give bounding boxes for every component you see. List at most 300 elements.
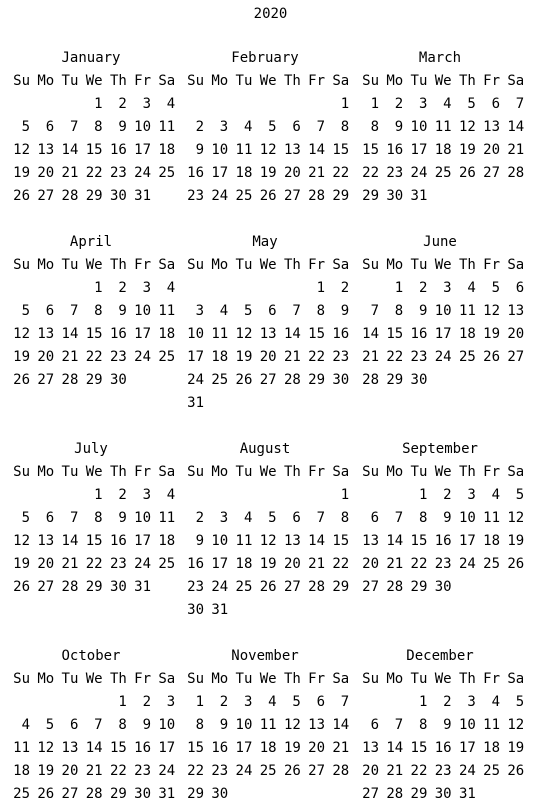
day-cell: 24 — [410, 165, 428, 181]
day-cell: 4 — [21, 717, 30, 733]
month-april — [6, 232, 176, 393]
day-cell: 16 — [109, 533, 127, 549]
day-cell: 4 — [219, 303, 229, 319]
day-cell: 22 — [109, 763, 127, 779]
day-cell: 11 — [235, 142, 253, 158]
day-cell: 26 — [458, 165, 476, 181]
weekday-header: Th — [458, 73, 476, 89]
weekday-header: Su — [362, 73, 379, 89]
day-cell: 24 — [458, 556, 476, 572]
day-cell: 5 — [21, 119, 30, 135]
day-cell: 5 — [467, 96, 476, 112]
month-name: June — [423, 234, 457, 250]
month-march — [355, 48, 525, 209]
day-cell: 22 — [85, 349, 103, 365]
day-cell: 8 — [195, 717, 204, 733]
month-name: August — [239, 441, 291, 457]
day-cell: 30 — [332, 372, 350, 388]
day-cell: 4 — [467, 280, 476, 296]
weekday-header: Th — [283, 73, 301, 89]
month-name: December — [406, 648, 474, 664]
day-cell: 27 — [37, 188, 55, 204]
day-cell: 4 — [166, 487, 176, 503]
day-cell: 5 — [515, 487, 525, 503]
day-cell: 13 — [483, 119, 500, 135]
day-cell: 20 — [259, 349, 277, 365]
day-cell: 10 — [458, 717, 476, 733]
day-cell: 24 — [134, 556, 151, 572]
weekday-header: Su — [362, 671, 379, 687]
day-cell: 9 — [195, 142, 204, 158]
day-cell: 29 — [308, 372, 325, 388]
day-cell: 14 — [85, 740, 103, 756]
day-cell: 23 — [187, 579, 204, 595]
day-cell: 31 — [134, 579, 151, 595]
day-cell: 10 — [187, 326, 204, 342]
day-cell: 16 — [109, 142, 127, 158]
day-cell: 26 — [13, 188, 30, 204]
day-cell: 6 — [316, 694, 325, 710]
day-cell: 28 — [332, 763, 350, 779]
day-cell: 13 — [37, 533, 55, 549]
day-cell: 17 — [458, 533, 476, 549]
weekday-header: Su — [187, 464, 204, 480]
day-cell: 6 — [515, 280, 525, 296]
weekday-header: Mo — [37, 464, 55, 480]
weekday-header: We — [434, 73, 452, 89]
day-cell: 17 — [235, 740, 253, 756]
day-cell: 3 — [467, 487, 476, 503]
day-cell: 4 — [443, 96, 452, 112]
day-cell: 30 — [109, 188, 127, 204]
day-cell: 19 — [283, 740, 301, 756]
day-cell: 15 — [410, 533, 428, 549]
day-cell: 5 — [21, 303, 30, 319]
day-cell: 4 — [166, 96, 176, 112]
day-cell: 22 — [410, 556, 428, 572]
day-cell: 1 — [418, 487, 428, 503]
day-cell: 15 — [187, 740, 204, 756]
day-cell: 28 — [61, 372, 79, 388]
day-cell: 13 — [308, 717, 325, 733]
day-cell: 30 — [434, 579, 452, 595]
day-cell: 20 — [483, 142, 500, 158]
weekday-header: Tu — [235, 257, 253, 273]
day-cell: 10 — [235, 717, 253, 733]
day-cell: 7 — [394, 717, 404, 733]
day-cell: 23 — [332, 349, 350, 365]
day-cell: 2 — [443, 487, 452, 503]
day-cell: 23 — [211, 763, 229, 779]
day-cell: 11 — [259, 717, 277, 733]
day-cell: 5 — [268, 510, 277, 526]
day-cell: 25 — [434, 165, 452, 181]
day-cell: 13 — [283, 533, 301, 549]
day-cell: 9 — [418, 303, 428, 319]
day-cell: 21 — [283, 349, 301, 365]
weekday-header: Th — [458, 671, 476, 687]
day-cell: 2 — [418, 280, 428, 296]
day-cell: 20 — [362, 556, 379, 572]
weekday-header: Mo — [386, 73, 404, 89]
day-cell: 23 — [134, 763, 151, 779]
day-cell: 20 — [37, 349, 55, 365]
weekday-header: Fr — [483, 257, 500, 273]
day-cell: 9 — [340, 303, 350, 319]
day-cell: 28 — [283, 372, 301, 388]
day-cell: 18 — [235, 556, 253, 572]
weekday-header: Su — [187, 73, 204, 89]
day-cell: 10 — [134, 119, 151, 135]
day-cell: 30 — [434, 786, 452, 802]
day-cell: 11 — [483, 510, 500, 526]
day-cell: 10 — [211, 142, 229, 158]
weekday-header: Su — [13, 464, 30, 480]
weekday-header: Mo — [386, 671, 404, 687]
day-cell: 26 — [37, 786, 55, 802]
day-cell: 10 — [134, 303, 151, 319]
day-cell: 29 — [410, 786, 428, 802]
day-cell: 15 — [332, 533, 350, 549]
day-cell: 26 — [13, 372, 30, 388]
day-cell: 13 — [259, 326, 277, 342]
day-cell: 23 — [434, 763, 452, 779]
day-cell: 18 — [259, 740, 277, 756]
day-cell: 4 — [166, 280, 176, 296]
weekday-header: Sa — [507, 464, 525, 480]
day-cell: 9 — [142, 717, 151, 733]
month-november — [180, 646, 350, 807]
weekday-header: We — [85, 671, 103, 687]
weekday-header: Tu — [410, 73, 428, 89]
day-cell: 15 — [85, 142, 103, 158]
month-june — [355, 232, 525, 393]
day-cell: 31 — [158, 786, 176, 802]
day-cell: 7 — [370, 303, 379, 319]
day-cell: 25 — [235, 579, 253, 595]
weekday-header: Sa — [507, 73, 525, 89]
day-cell: 14 — [386, 740, 404, 756]
day-cell: 22 — [85, 556, 103, 572]
day-cell: 9 — [195, 533, 204, 549]
day-cell: 28 — [308, 188, 325, 204]
day-cell: 17 — [410, 142, 428, 158]
day-cell: 3 — [418, 96, 428, 112]
day-cell: 7 — [340, 694, 350, 710]
day-cell: 18 — [458, 326, 476, 342]
day-cell: 22 — [85, 165, 103, 181]
day-cell: 7 — [515, 96, 525, 112]
day-cell: 28 — [362, 372, 379, 388]
weekday-header: Fr — [308, 464, 325, 480]
day-cell: 27 — [507, 349, 525, 365]
weekday-header: Th — [109, 73, 127, 89]
day-cell: 20 — [283, 165, 301, 181]
day-cell: 11 — [235, 533, 253, 549]
day-cell: 29 — [362, 188, 379, 204]
weekday-header: Su — [362, 257, 379, 273]
day-cell: 8 — [340, 510, 350, 526]
day-cell: 10 — [434, 303, 452, 319]
day-cell: 3 — [443, 280, 452, 296]
day-cell: 3 — [195, 303, 204, 319]
day-cell: 9 — [394, 119, 404, 135]
day-cell: 29 — [187, 786, 204, 802]
day-cell: 14 — [61, 326, 79, 342]
weekday-header: Su — [13, 73, 30, 89]
day-cell: 8 — [118, 717, 127, 733]
weekday-header: Su — [13, 257, 30, 273]
day-cell: 26 — [483, 349, 500, 365]
day-cell: 6 — [292, 119, 301, 135]
day-cell: 24 — [134, 165, 151, 181]
weekday-header: Fr — [308, 257, 325, 273]
day-cell: 19 — [507, 740, 525, 756]
weekday-header: Tu — [61, 257, 79, 273]
day-cell: 12 — [37, 740, 55, 756]
day-cell: 25 — [235, 188, 253, 204]
day-cell: 13 — [362, 533, 379, 549]
day-cell: 2 — [195, 510, 204, 526]
weekday-header: Sa — [158, 464, 176, 480]
day-cell: 29 — [85, 579, 103, 595]
weekday-header: Tu — [235, 73, 253, 89]
weekday-header: Th — [283, 671, 301, 687]
day-cell: 20 — [362, 763, 379, 779]
day-cell: 7 — [69, 510, 79, 526]
day-cell: 12 — [483, 303, 500, 319]
day-cell: 14 — [308, 142, 325, 158]
day-cell: 2 — [118, 96, 127, 112]
day-cell: 15 — [85, 533, 103, 549]
weekday-header: Fr — [134, 257, 151, 273]
day-cell: 21 — [61, 556, 79, 572]
weekday-header: We — [259, 73, 277, 89]
weekday-header: Tu — [61, 671, 79, 687]
day-cell: 20 — [507, 326, 525, 342]
month-name: October — [61, 648, 121, 664]
day-cell: 9 — [118, 119, 127, 135]
day-cell: 16 — [134, 740, 151, 756]
day-cell: 3 — [142, 280, 151, 296]
weekday-header: We — [259, 671, 277, 687]
day-cell: 13 — [61, 740, 79, 756]
day-cell: 19 — [13, 349, 30, 365]
day-cell: 1 — [394, 280, 404, 296]
weekday-header: Sa — [332, 73, 350, 89]
day-cell: 29 — [85, 188, 103, 204]
day-cell: 17 — [211, 556, 229, 572]
day-cell: 29 — [332, 579, 350, 595]
day-cell: 24 — [187, 372, 204, 388]
day-cell: 31 — [410, 188, 428, 204]
day-cell: 17 — [458, 740, 476, 756]
day-cell: 28 — [61, 579, 79, 595]
day-cell: 20 — [308, 740, 325, 756]
day-cell: 30 — [211, 786, 229, 802]
day-cell: 21 — [308, 165, 325, 181]
day-cell: 12 — [283, 717, 301, 733]
month-may — [180, 232, 350, 416]
day-cell: 23 — [109, 165, 127, 181]
weekday-header: Tu — [410, 464, 428, 480]
day-cell: 1 — [94, 96, 103, 112]
weekday-header: Mo — [386, 464, 404, 480]
day-cell: 3 — [219, 119, 229, 135]
day-cell: 30 — [187, 602, 204, 618]
day-cell: 31 — [458, 786, 476, 802]
weekday-header: Mo — [211, 73, 229, 89]
day-cell: 25 — [259, 763, 277, 779]
day-cell: 12 — [507, 510, 525, 526]
day-cell: 10 — [158, 717, 176, 733]
day-cell: 9 — [118, 303, 127, 319]
day-cell: 22 — [187, 763, 204, 779]
day-cell: 16 — [211, 740, 229, 756]
weekday-header: Mo — [386, 257, 404, 273]
weekday-header: We — [85, 257, 103, 273]
day-cell: 27 — [362, 579, 379, 595]
day-cell: 12 — [507, 717, 525, 733]
day-cell: 24 — [211, 188, 229, 204]
day-cell: 27 — [37, 579, 55, 595]
day-cell: 5 — [268, 119, 277, 135]
day-cell: 2 — [219, 694, 229, 710]
weekday-header: Tu — [61, 464, 79, 480]
day-cell: 22 — [332, 165, 350, 181]
weekday-header: We — [85, 73, 103, 89]
weekday-header: Mo — [211, 671, 229, 687]
weekday-header: Mo — [37, 671, 55, 687]
day-cell: 13 — [362, 740, 379, 756]
day-cell: 1 — [118, 694, 127, 710]
day-cell: 16 — [386, 142, 404, 158]
day-cell: 21 — [386, 763, 404, 779]
day-cell: 6 — [268, 303, 277, 319]
weekday-header: Th — [283, 257, 301, 273]
weekday-header: Tu — [61, 73, 79, 89]
day-cell: 13 — [507, 303, 525, 319]
day-cell: 27 — [362, 786, 379, 802]
day-cell: 10 — [134, 510, 151, 526]
day-cell: 28 — [61, 188, 79, 204]
day-cell: 30 — [410, 372, 428, 388]
day-cell: 9 — [443, 717, 452, 733]
day-cell: 21 — [386, 556, 404, 572]
day-cell: 2 — [118, 280, 127, 296]
day-cell: 12 — [13, 142, 30, 158]
day-cell: 11 — [458, 303, 476, 319]
day-cell: 22 — [410, 763, 428, 779]
day-cell: 20 — [61, 763, 79, 779]
weekday-header: Sa — [158, 73, 176, 89]
day-cell: 6 — [45, 303, 55, 319]
day-cell: 18 — [211, 349, 229, 365]
day-cell: 11 — [158, 119, 176, 135]
day-cell: 3 — [142, 487, 151, 503]
weekday-header: Sa — [158, 257, 176, 273]
day-cell: 27 — [259, 372, 277, 388]
day-cell: 24 — [211, 579, 229, 595]
day-cell: 1 — [340, 487, 350, 503]
day-cell: 3 — [243, 694, 253, 710]
day-cell: 29 — [386, 372, 404, 388]
day-cell: 22 — [362, 165, 379, 181]
day-cell: 3 — [166, 694, 176, 710]
day-cell: 18 — [158, 142, 176, 158]
day-cell: 27 — [308, 763, 325, 779]
day-cell: 19 — [235, 349, 253, 365]
day-cell: 1 — [418, 694, 428, 710]
day-cell: 11 — [158, 303, 176, 319]
day-cell: 7 — [292, 303, 301, 319]
day-cell: 7 — [94, 717, 103, 733]
weekday-header: Fr — [308, 73, 325, 89]
day-cell: 15 — [109, 740, 127, 756]
day-cell: 1 — [370, 96, 379, 112]
day-cell: 28 — [507, 165, 525, 181]
day-cell: 22 — [308, 349, 325, 365]
day-cell: 16 — [332, 326, 350, 342]
day-cell: 23 — [109, 349, 127, 365]
day-cell: 26 — [283, 763, 301, 779]
weekday-header: Fr — [483, 73, 500, 89]
day-cell: 4 — [491, 694, 500, 710]
day-cell: 10 — [458, 510, 476, 526]
day-cell: 11 — [158, 510, 176, 526]
day-cell: 21 — [85, 763, 103, 779]
weekday-header: Tu — [235, 671, 253, 687]
month-name: January — [61, 50, 121, 66]
weekday-header: Mo — [211, 464, 229, 480]
day-cell: 28 — [386, 579, 404, 595]
day-cell: 26 — [259, 579, 277, 595]
day-cell: 8 — [394, 303, 404, 319]
weekday-header: Fr — [308, 671, 325, 687]
day-cell: 17 — [187, 349, 204, 365]
day-cell: 6 — [45, 510, 55, 526]
day-cell: 29 — [410, 579, 428, 595]
day-cell: 29 — [332, 188, 350, 204]
day-cell: 3 — [219, 510, 229, 526]
day-cell: 8 — [94, 119, 103, 135]
day-cell: 11 — [483, 717, 500, 733]
weekday-header: We — [434, 257, 452, 273]
day-cell: 12 — [13, 533, 30, 549]
day-cell: 25 — [458, 349, 476, 365]
month-july — [6, 439, 176, 600]
weekday-header: We — [259, 464, 277, 480]
day-cell: 21 — [61, 349, 79, 365]
day-cell: 11 — [434, 119, 452, 135]
weekday-header: Fr — [483, 464, 500, 480]
day-cell: 6 — [69, 717, 79, 733]
day-cell: 6 — [45, 119, 55, 135]
day-cell: 4 — [243, 119, 253, 135]
day-cell: 6 — [292, 510, 301, 526]
day-cell: 21 — [507, 142, 525, 158]
day-cell: 14 — [283, 326, 301, 342]
weekday-header: Fr — [134, 464, 151, 480]
day-cell: 29 — [109, 786, 127, 802]
weekday-header: Th — [283, 464, 301, 480]
day-cell: 14 — [362, 326, 379, 342]
day-cell: 27 — [37, 372, 55, 388]
day-cell: 9 — [443, 510, 452, 526]
month-october — [6, 646, 176, 807]
day-cell: 2 — [394, 96, 404, 112]
day-cell: 17 — [134, 326, 151, 342]
